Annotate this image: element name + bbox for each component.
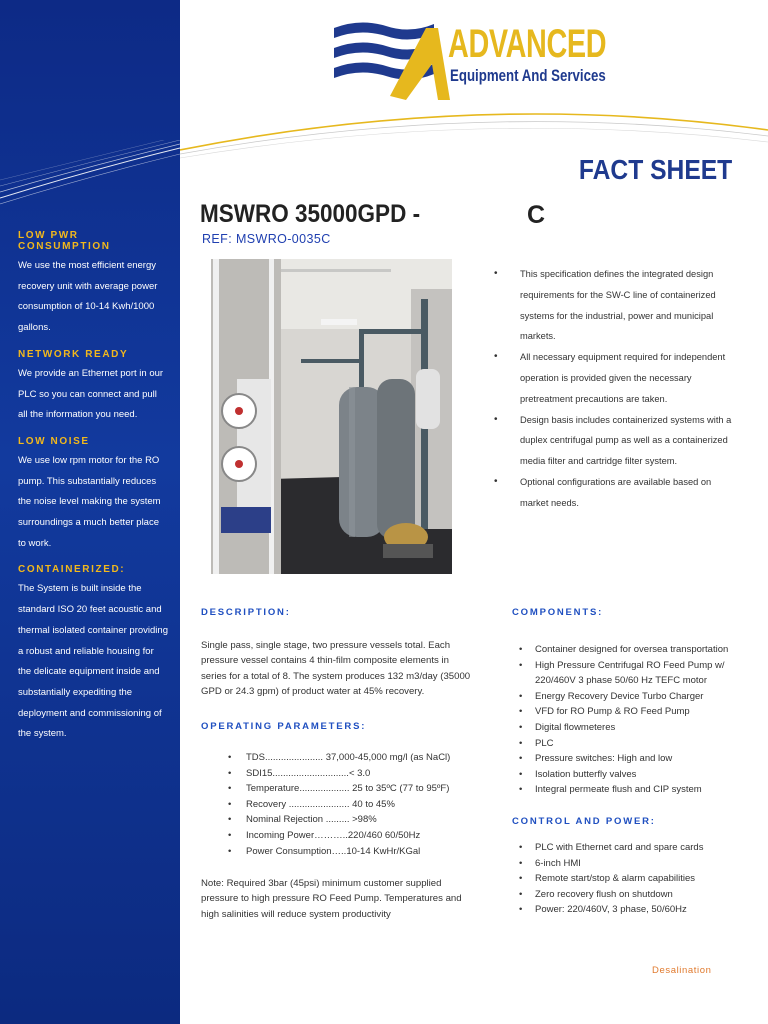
component-item: • Integral permeate flush and CIP system	[519, 782, 759, 798]
component-item: • Isolation butterfly valves	[519, 767, 759, 783]
footer-category: Desalination	[652, 965, 712, 976]
component-item: • Container designed for oversea transportation	[519, 642, 759, 658]
sidebar-heading-low-noise: LOW NOISE	[18, 435, 90, 447]
component-item: • Pressure switches: High and low	[519, 751, 759, 767]
control-power-item: • Zero recovery flush on shutdown	[519, 887, 759, 903]
component-item: • Digital flowmeteres	[519, 720, 759, 736]
spec-bullet: • All necessary equipment required for independent operation is provided given the necessary pretreatment precautions are taken.	[494, 347, 734, 409]
operating-parameter-item: • SDI15.............................< 3.0	[228, 766, 488, 782]
spec-bullet: • Optional configurations are available based on market needs.	[494, 472, 734, 514]
operating-parameters-heading: OPERATING PARAMETERS:	[201, 721, 367, 732]
sidebar-sections	[18, 230, 168, 755]
fact-sheet-title: FACT SHEET	[578, 154, 732, 185]
operating-parameter-item: • Power Consumption…..10-14 KwHr/KGal	[228, 844, 488, 860]
control-power-list	[519, 840, 759, 918]
operating-parameter-item: • Recovery ....................... 40 to 45%	[228, 797, 488, 813]
sidebar	[0, 0, 180, 1024]
component-item: • Energy Recovery Device Turbo Charger	[519, 689, 759, 705]
header-swoosh-graphic	[180, 100, 768, 160]
brand-tagline: Equipment And Services	[450, 66, 606, 85]
control-power-heading: CONTROL AND POWER:	[512, 816, 656, 827]
product-ref: REF: MSWRO-0035C	[202, 232, 331, 246]
operating-parameter-item: • Incoming Power………..220/460 60/50Hz	[228, 828, 488, 844]
sidebar-body-network: We provide an Ethernet port in our PLC so you can connect and pull all the information you need.	[18, 367, 164, 421]
control-power-item: • Power: 220/460V, 3 phase, 50/60Hz	[519, 902, 759, 918]
sidebar-body-low-power: We use the most efficient energy recovery unit with average power consumption of 10-14 Kwh/1000 gallons.	[18, 260, 158, 334]
operating-parameters-list	[228, 750, 488, 859]
control-power-item: • 6-inch HMI	[519, 856, 759, 872]
spec-bullet-list	[494, 264, 734, 514]
components-heading: COMPONENTS:	[512, 607, 604, 618]
sidebar-heading-low-power: LOW PWR CONSUMPTION	[18, 230, 111, 252]
control-power-item: • Remote start/stop & alarm capabilities	[519, 871, 759, 887]
control-power-item: • PLC with Ethernet card and spare cards	[519, 840, 759, 856]
sidebar-heading-network: NETWORK READY	[18, 348, 129, 360]
description-heading: DESCRIPTION:	[201, 607, 291, 618]
sidebar-heading-containerized: CONTAINERIZED:	[18, 564, 126, 576]
component-item: • VFD for RO Pump & RO Feed Pump	[519, 704, 759, 720]
operating-note: Note: Required 3bar (45psi) minimum customer supplied pressure to high pressure RO Feed Pump. Temperatures and high salinities will reduce system productivity	[201, 878, 462, 920]
spec-bullet: • This specification defines the integrated design requirements for the SW-C line of containerized systems for the industrial, power and municipal markets.	[494, 264, 734, 347]
operating-parameter-item: • TDS...................... 37,000-45,000 mg/l (as NaCl)	[228, 750, 488, 766]
operating-parameter-item: • Nominal Rejection ......... >98%	[228, 812, 488, 828]
components-list	[519, 642, 759, 798]
description-text: Single pass, single stage, two pressure vessels total. Each pressure vessel contains 4 thin-film composite elements in series for a total of 8. The system produces 132 m3/day (35000 GPD or 24.3 gpm) of product water at 45% recovery.	[201, 640, 471, 698]
sidebar-body-containerized: The System is built inside the standard ISO 20 feet acoustic and thermal isolated container providing a robust and reliable housing for the delicate equipment inside and substantially expediting the deployment and commissioning of the system.	[18, 583, 168, 740]
product-title-suffix: C	[527, 201, 546, 229]
brand-name: ADVANCED	[448, 22, 607, 66]
component-item: • High Pressure Centrifugal RO Feed Pump w/ 220/460V 3 phase 50/60 Hz TEFC motor	[519, 658, 759, 689]
sidebar-swoosh-graphic	[0, 140, 180, 210]
spec-bullet: • Design basis includes containerized systems with a duplex centrifugal pump as well as a containerized media filter and cartridge filter system.	[494, 410, 734, 472]
product-title: MSWRO 35000GPD -	[200, 200, 421, 228]
operating-parameter-item: • Temperature................... 25 to 35ºC (77 to 95ºF)	[228, 781, 488, 797]
container-interior-photo	[211, 259, 452, 574]
component-item: • PLC	[519, 736, 759, 752]
sidebar-body-low-noise: We use low rpm motor for the RO pump. This substantially reduces the noise level making the system surroundings a much better place to work.	[18, 454, 161, 549]
